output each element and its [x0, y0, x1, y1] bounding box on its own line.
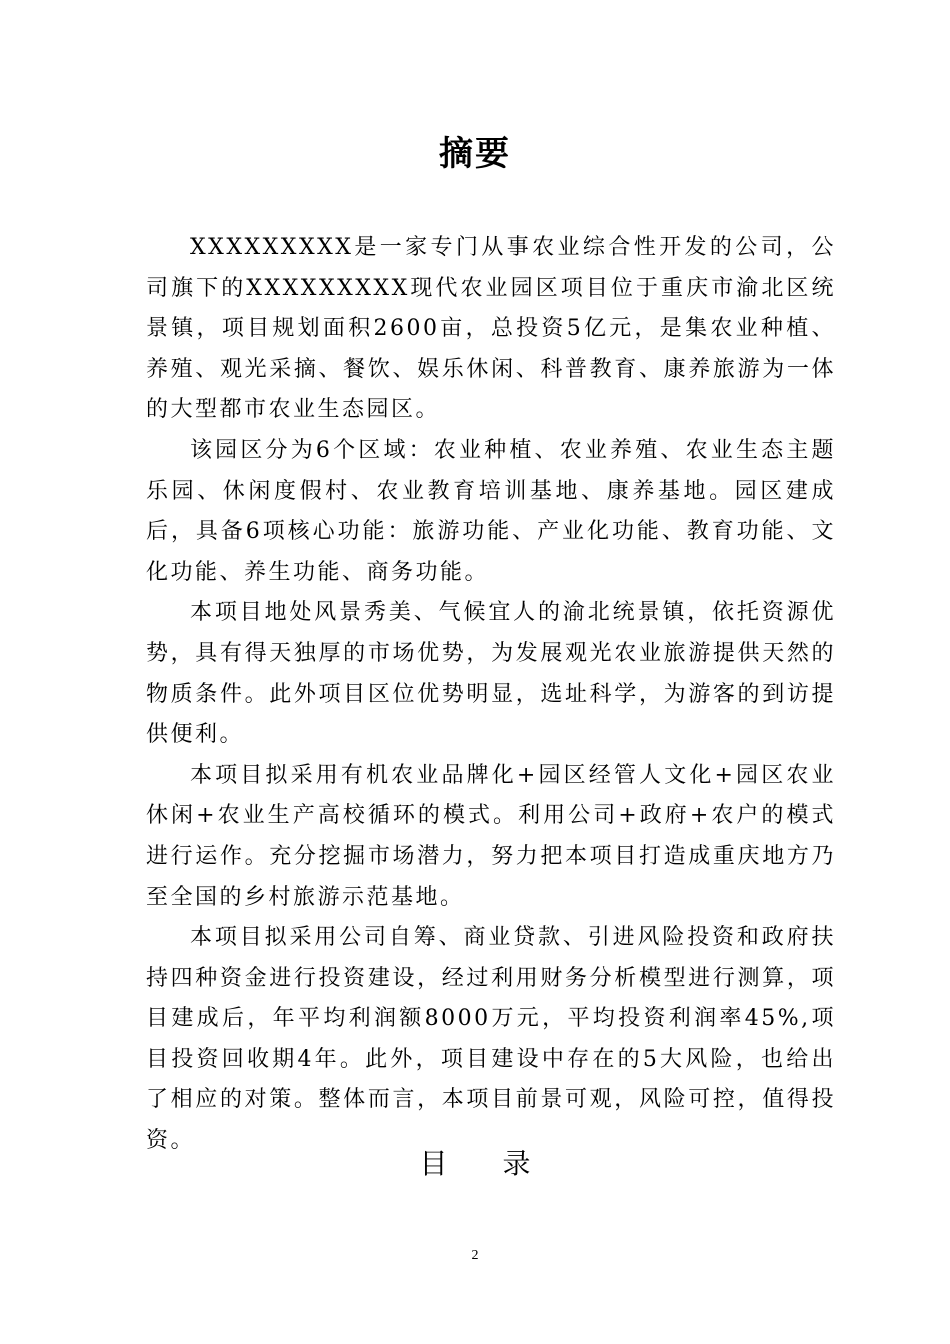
abstract-title: 摘要: [439, 134, 511, 174]
page-number: 2: [471, 1248, 479, 1263]
abstract-paragraph-2: 该园区分为6个区域：农业种植、农业养殖、农业生态主题乐园、休闲度假村、农业教育培训基地、康养基地。园区建成后，具备6项核心功能：旅游功能、产业化功能、教育功能、文化功能、养生功能、商务功能。: [146, 437, 836, 585]
abstract-paragraph-4: 本项目拟采用有机农业品牌化+园区经管人文化+园区农业休闲+农业生产高校循环的模式。利用公司+政府+农户的模式进行运作。充分挖掘市场潜力，努力把本项目打造成重庆地方乃至全国的乡村旅游示范基地。: [146, 762, 836, 910]
table-of-contents-title: 目 录: [419, 1147, 545, 1180]
abstract-body: [146, 228, 836, 1162]
abstract-paragraph-3: 本项目地处风景秀美、气候宜人的渝北统景镇，依托资源优势，具有得天独厚的市场优势，为发展观光农业旅游提供天然的物质条件。此外项目区位优势明显，选址科学，为游客的到访提供便利。: [146, 600, 836, 748]
abstract-paragraph-1: XXXXXXXXX是一家专门从事农业综合性开发的公司，公司旗下的XXXXXXXXX现代农业园区项目位于重庆市渝北区统景镇，项目规划面积2600亩，总投资5亿元，是集农业种植、养殖、观光采摘、餐饮、娱乐休闲、科普教育、康养旅游为一体的大型都市农业生态园区。: [146, 235, 836, 423]
abstract-paragraph-5: 本项目拟采用公司自筹、商业贷款、引进风险投资和政府扶持四种资金进行投资建设，经过利用财务分析模型进行测算，项目建成后，年平均利润额8000万元，平均投资利润率45%,项目投资回收期4年。此外，项目建设中存在的5大风险，也给出了相应的对策。整体而言，本项目前景可观，风险可控，值得投资。: [146, 925, 836, 1154]
